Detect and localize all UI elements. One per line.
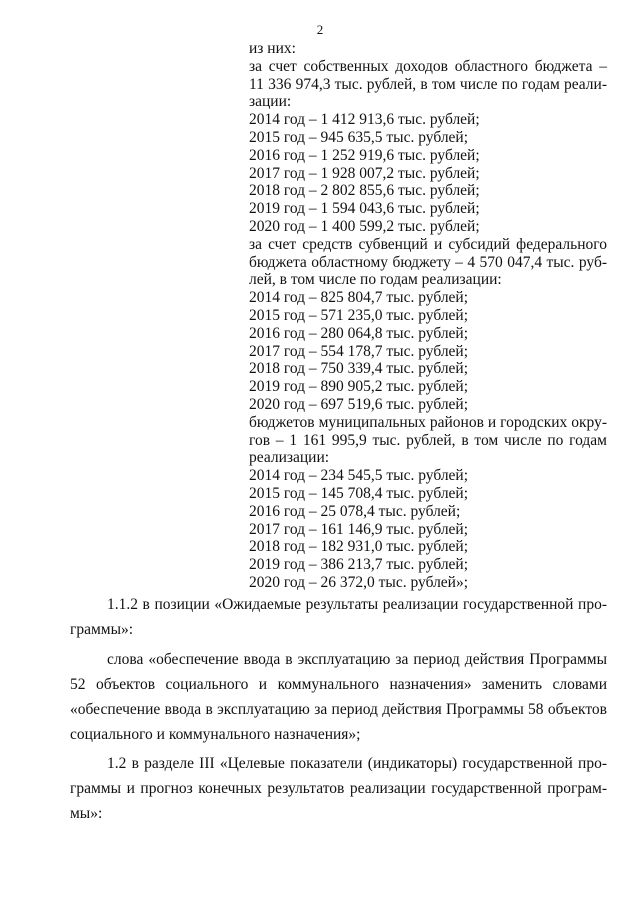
year-line: 2019 год – 1 594 043,6 тыс. рублей; <box>249 200 480 218</box>
year-line: 2016 год – 280 064,8 тыс. рублей; <box>249 324 469 342</box>
paragraph-line: 1.2 в разделе III «Целевые показатели (индикаторы) государственной про- <box>107 755 607 772</box>
year-line: 2020 год – 26 372,0 тыс. рублей»; <box>249 573 469 591</box>
year-line: 2020 год – 697 519,6 тыс. рублей; <box>249 395 469 413</box>
year-line: 2018 год – 750 339,4 тыс. рублей; <box>249 360 469 378</box>
own-revenue-line: зации: <box>249 93 292 111</box>
paragraph-line: граммы и прогноз конечных результатов реализации государственной програм- <box>70 780 607 797</box>
federal-line: бюджета областному бюджету – 4 570 047,4 тыс. руб- <box>249 253 607 271</box>
year-line: 2015 год – 945 635,5 тыс. рублей; <box>249 128 469 146</box>
paragraph-replacement <box>70 647 607 747</box>
year-line: 2017 год – 161 146,9 тыс. рублей; <box>249 520 469 538</box>
year-line: 2016 год – 1 252 919,6 тыс. рублей; <box>249 146 480 164</box>
municipal-line: реализации: <box>249 449 330 467</box>
year-line: 2018 год – 2 802 855,6 тыс. рублей; <box>249 182 480 200</box>
own-revenue-line: за счет собственных доходов областного бюджета – <box>249 57 607 75</box>
federal-line: лей, в том числе по годам реализации: <box>249 271 502 289</box>
year-line: 2017 год – 554 178,7 тыс. рублей; <box>249 342 469 360</box>
paragraph-line: слова «обеспечение ввода в эксплуатацию за период действия Программы <box>107 651 607 668</box>
municipal-line: бюджетов муниципальных районов и городских окру- <box>249 413 607 431</box>
federal-line: за счет средств субвенций и субсидий федерального <box>249 235 607 253</box>
year-line: 2018 год – 182 931,0 тыс. рублей; <box>249 538 469 556</box>
year-line: 2016 год – 25 078,4 тыс. рублей; <box>249 502 461 520</box>
own-revenue-line: 11 336 974,3 тыс. рублей, в том числе по годам реали- <box>249 75 607 93</box>
year-line: 2019 год – 386 213,7 тыс. рублей; <box>249 556 469 574</box>
intro-line: из них: <box>249 40 296 57</box>
year-line: 2014 год – 1 412 913,6 тыс. рублей; <box>249 111 480 129</box>
funding-column <box>249 40 607 592</box>
paragraph-1-1-2 <box>70 592 607 642</box>
year-line: 2015 год – 145 708,4 тыс. рублей; <box>249 484 469 502</box>
paragraph-line: граммы»: <box>70 621 134 638</box>
page-number: 2 <box>316 22 324 37</box>
year-line: 2019 год – 890 905,2 тыс. рублей; <box>249 378 469 396</box>
paragraph-line: 52 объектов социального и коммунального назначения» заменить словами <box>70 676 607 693</box>
paragraph-line: «обеспечение ввода в эксплуатацию за период действия Программы 58 объектов <box>70 701 607 718</box>
paragraph-line: 1.1.2 в позиции «Ожидаемые результаты реализации государственной про- <box>107 596 607 613</box>
paragraph-1-2 <box>70 751 607 826</box>
paragraph-line: социального и коммунального назначения»; <box>70 726 361 743</box>
paragraph-line: мы»: <box>70 805 103 822</box>
municipal-line: гов – 1 161 995,9 тыс. рублей, в том числе по годам <box>249 431 607 449</box>
year-line: 2014 год – 825 804,7 тыс. рублей; <box>249 289 469 307</box>
year-line: 2014 год – 234 545,5 тыс. рублей; <box>249 467 469 485</box>
year-line: 2020 год – 1 400 599,2 тыс. рублей; <box>249 217 480 235</box>
year-line: 2017 год – 1 928 007,2 тыс. рублей; <box>249 164 480 182</box>
year-line: 2015 год – 571 235,0 тыс. рублей; <box>249 306 469 324</box>
